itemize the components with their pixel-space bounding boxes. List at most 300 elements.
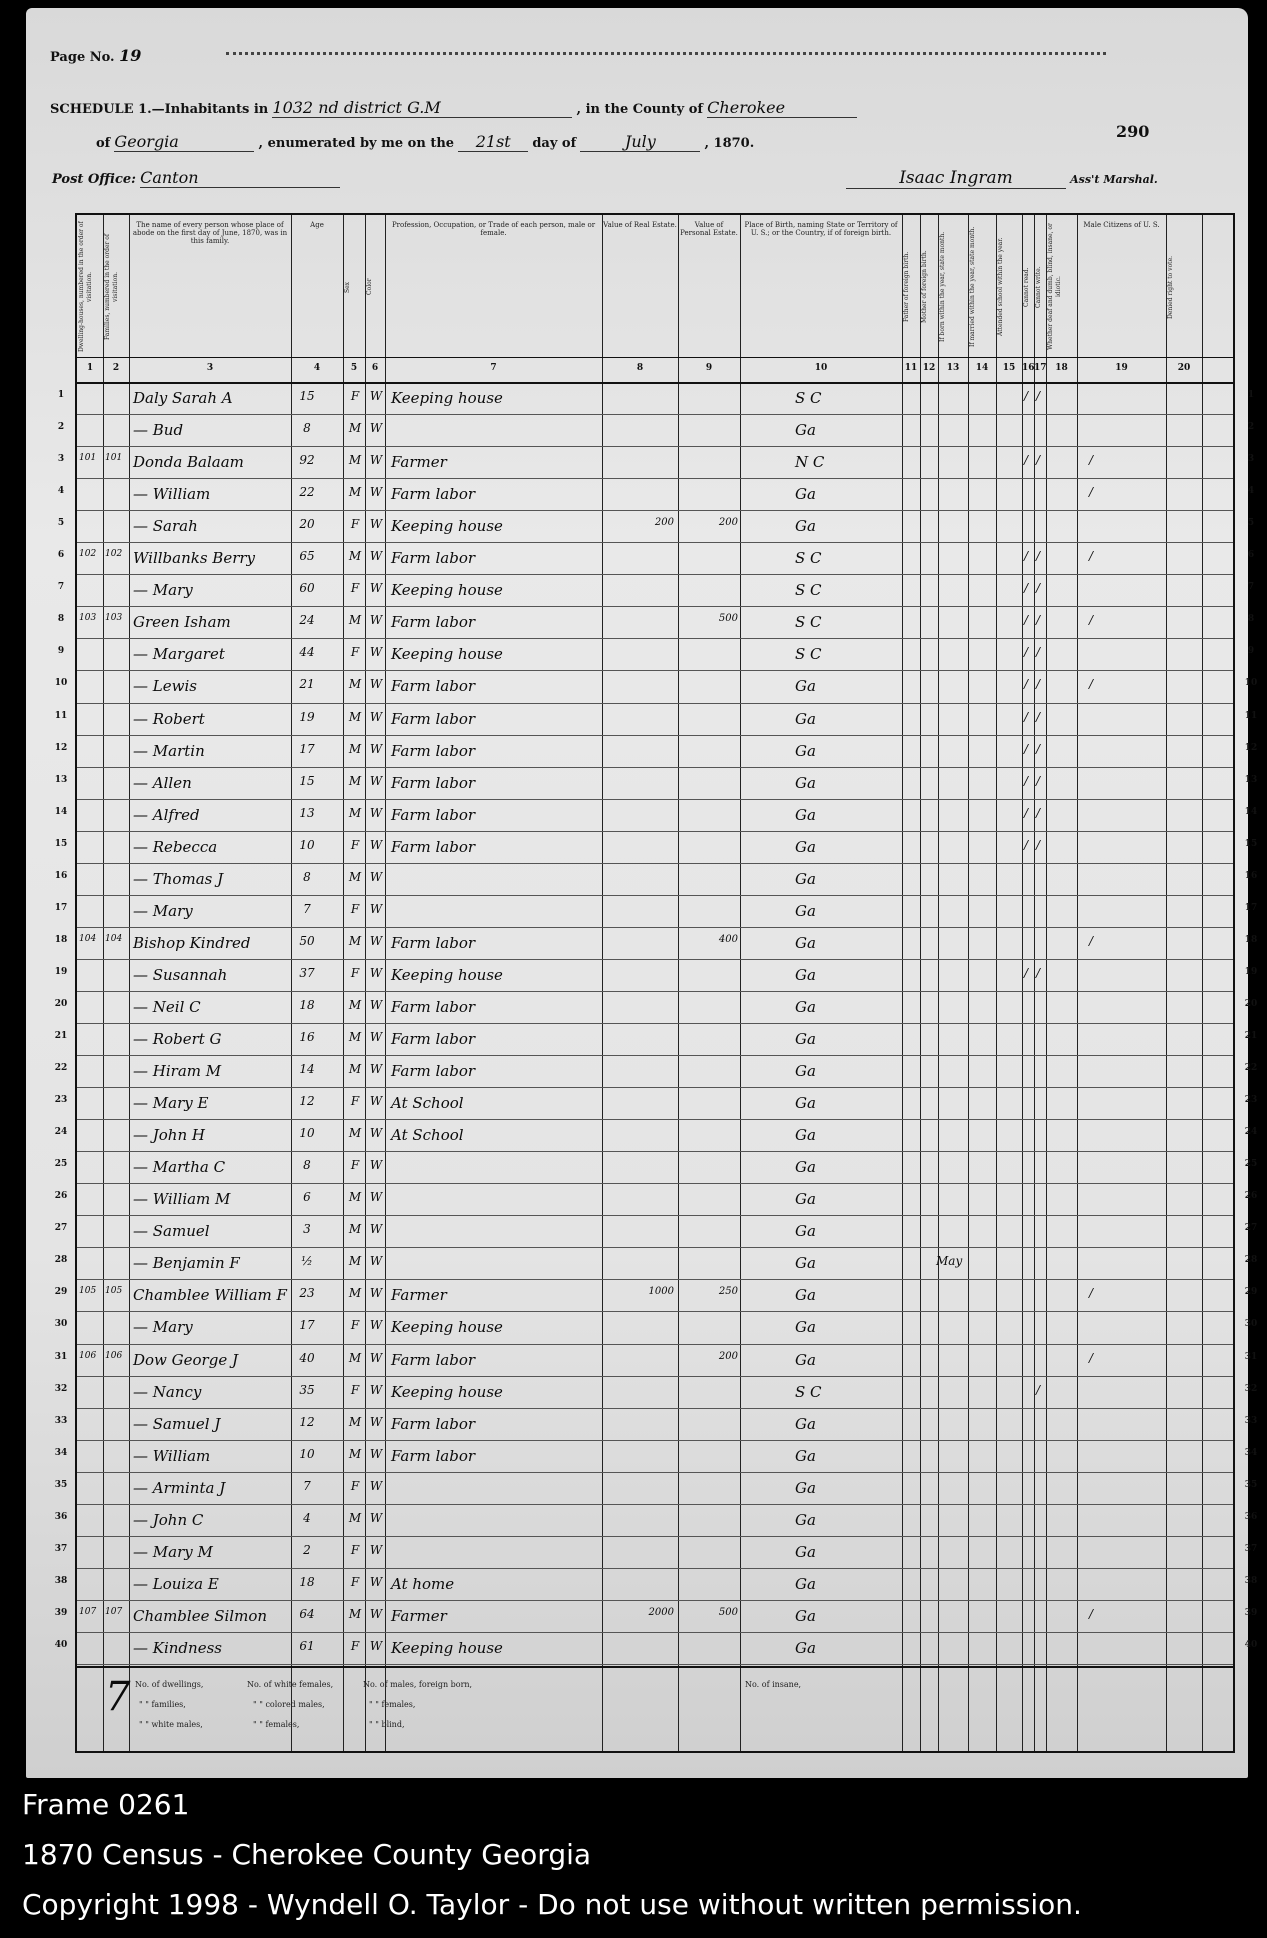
- personal-estate-value: 400: [718, 933, 738, 945]
- place-of-birth: S C: [795, 645, 822, 664]
- row-number-right: 24: [1244, 1127, 1258, 1138]
- age: 23: [299, 1286, 315, 1301]
- column-number: 1: [86, 363, 94, 373]
- occupation: Farm labor: [391, 485, 476, 504]
- row-divider: [77, 1151, 1233, 1152]
- occupation: At home: [391, 1574, 455, 1593]
- column-number: 19: [1115, 363, 1128, 373]
- row-number-right: 6: [1247, 550, 1255, 561]
- color: W: [369, 1446, 383, 1461]
- place-of-birth: Ga: [795, 837, 816, 856]
- place-of-birth: Ga: [795, 709, 816, 728]
- person-name: — Mary E: [133, 1094, 209, 1113]
- column-number: 10: [814, 363, 828, 373]
- row-number-right: 21: [1244, 1031, 1258, 1041]
- column-header: Value of Personal Estate.: [680, 221, 738, 237]
- place-of-birth: Ga: [795, 933, 816, 952]
- row-number-right: 1: [1247, 390, 1255, 400]
- post-office-line: [52, 168, 340, 188]
- color: W: [369, 485, 383, 500]
- age: ½: [301, 1254, 313, 1269]
- place-of-birth: Ga: [795, 677, 816, 696]
- person-name: — Arminta J: [133, 1478, 226, 1497]
- row-number-right: 33: [1244, 1415, 1258, 1426]
- place-of-birth: Ga: [795, 1350, 816, 1369]
- sex: M: [348, 1350, 362, 1365]
- color: W: [369, 805, 383, 820]
- row-divider: [77, 959, 1233, 960]
- row-number-left: 10: [54, 678, 68, 689]
- color: W: [369, 1606, 383, 1621]
- row-number-left: 34: [54, 1447, 68, 1458]
- place-of-birth: S C: [795, 613, 822, 632]
- dwelling-number: 104: [79, 933, 97, 944]
- occupation: Farm labor: [391, 613, 476, 632]
- row-number-left: 13: [54, 774, 68, 785]
- census-table: [54, 213, 1258, 1753]
- totals-insane-label: No. of insane,: [745, 1680, 802, 1689]
- column-number: 16: [1022, 363, 1035, 373]
- color: W: [369, 1318, 383, 1333]
- row-number-left: 18: [54, 934, 68, 945]
- sex: M: [348, 933, 362, 948]
- row-divider: [77, 574, 1233, 575]
- year-label: , 1870.: [704, 136, 755, 151]
- age: 21: [299, 677, 315, 692]
- person-name: — Kindness: [133, 1638, 222, 1657]
- real-estate-value: 2000: [648, 1606, 674, 1618]
- occupation: Keeping house: [391, 1638, 503, 1657]
- age: 20: [299, 517, 315, 532]
- column-header: Sex: [344, 281, 351, 293]
- age: 4: [303, 1510, 311, 1525]
- cannot-read: /: [1024, 677, 1029, 692]
- row-number-right: 4: [1247, 486, 1255, 497]
- occupation: At School: [391, 1094, 464, 1113]
- person-name: — Nancy: [133, 1382, 202, 1401]
- occupation: Farmer: [391, 1606, 447, 1625]
- row-number-left: 36: [54, 1511, 68, 1522]
- age: 19: [299, 709, 315, 724]
- row-number-left: 9: [57, 646, 65, 657]
- row-number-left: 38: [54, 1575, 68, 1586]
- male-citizen: /: [1089, 485, 1094, 500]
- place-of-birth: Ga: [795, 1286, 816, 1305]
- person-name: — Allen: [133, 773, 192, 792]
- age: 8: [303, 421, 311, 436]
- color: W: [369, 741, 383, 756]
- person-name: — Martin: [133, 741, 205, 760]
- cannot-write: /: [1036, 453, 1041, 468]
- age: 24: [299, 613, 315, 628]
- row-divider: [77, 1311, 1233, 1312]
- age: 8: [303, 1158, 311, 1173]
- color: W: [369, 1350, 383, 1365]
- row-number-right: 35: [1244, 1479, 1258, 1490]
- person-name: — Thomas J: [133, 869, 224, 888]
- cannot-write: /: [1036, 741, 1041, 756]
- color: W: [369, 453, 383, 468]
- census-sheet: [26, 8, 1258, 1778]
- sex: M: [348, 773, 362, 788]
- cannot-read: /: [1024, 581, 1029, 596]
- person-name: — John C: [133, 1510, 204, 1529]
- sex: M: [348, 1606, 362, 1621]
- row-number-left: 30: [54, 1319, 68, 1330]
- row-divider: [77, 767, 1233, 768]
- person-name: — Lewis: [133, 677, 197, 696]
- sex: F: [350, 837, 360, 852]
- age: 8: [303, 869, 311, 884]
- place-of-birth: Ga: [795, 1094, 816, 1113]
- color: W: [369, 1126, 383, 1141]
- column-header: Dwelling-houses, numbered in the order of visitation.: [78, 221, 93, 353]
- row-number-left: 25: [54, 1159, 68, 1170]
- column-number: 5: [350, 363, 358, 373]
- occupation: Farm labor: [391, 709, 476, 728]
- row-number-left: 20: [54, 998, 68, 1009]
- occupation: Farm labor: [391, 1350, 476, 1369]
- enumerated-label: , enumerated by me on the: [258, 136, 455, 151]
- place-of-birth: Ga: [795, 1190, 816, 1209]
- place-of-birth: Ga: [795, 1574, 816, 1593]
- color: W: [369, 869, 383, 884]
- place-of-birth: Ga: [795, 1030, 816, 1048]
- color: W: [369, 1414, 383, 1429]
- sex: M: [348, 1030, 362, 1044]
- male-citizen: /: [1089, 933, 1094, 948]
- row-divider: [77, 991, 1233, 992]
- sex: F: [350, 1638, 360, 1653]
- age: 18: [299, 997, 315, 1012]
- cannot-write: /: [1036, 389, 1041, 403]
- color: W: [369, 1094, 383, 1109]
- row-divider: [77, 1376, 1233, 1377]
- personal-estate-value: 500: [718, 1606, 738, 1618]
- sex: F: [350, 1574, 360, 1589]
- county-value: Cherokee: [707, 98, 857, 118]
- family-number: 105: [105, 1286, 123, 1297]
- sex: F: [350, 965, 360, 980]
- row-divider: [77, 1119, 1233, 1120]
- row-number-left: 31: [54, 1351, 68, 1362]
- row-number-right: 2: [1247, 422, 1255, 433]
- row-number-right: 22: [1244, 1063, 1258, 1074]
- row-number-right: 13: [1244, 774, 1258, 785]
- row-divider: [77, 1055, 1233, 1056]
- cannot-read: /: [1024, 549, 1029, 564]
- place-of-birth: Ga: [795, 1606, 816, 1625]
- age: 7: [303, 1478, 311, 1493]
- color: W: [369, 965, 383, 980]
- cannot-write: /: [1036, 613, 1041, 628]
- row-number-right: 18: [1244, 934, 1258, 945]
- row-number-right: 7: [1247, 582, 1255, 593]
- real-estate-value: 1000: [648, 1286, 674, 1298]
- color: W: [369, 933, 383, 948]
- state-label: of: [96, 136, 111, 151]
- row-divider: [77, 414, 1233, 415]
- person-name: — John H: [133, 1126, 205, 1145]
- cannot-read: /: [1024, 453, 1029, 468]
- color: W: [369, 677, 383, 692]
- age: 35: [299, 1382, 315, 1397]
- column-header: Cannot write.: [1035, 266, 1042, 308]
- page-number: [50, 46, 141, 65]
- cannot-read: /: [1024, 741, 1029, 756]
- row-number-left: 33: [54, 1415, 68, 1426]
- totals-females-label: " " females,: [253, 1720, 300, 1729]
- person-name: Bishop Kindred: [133, 933, 251, 952]
- row-divider: [77, 1344, 1233, 1345]
- cannot-write: /: [1036, 1382, 1041, 1397]
- place-of-birth: Ga: [795, 1414, 816, 1433]
- district-value: 1032 nd district G.M: [272, 98, 572, 118]
- column-number: 13: [946, 363, 960, 373]
- column-number: 6: [371, 363, 379, 373]
- sex: M: [348, 677, 362, 692]
- age: 15: [299, 389, 315, 403]
- sex: M: [348, 1446, 362, 1461]
- occupation: Farmer: [391, 1286, 447, 1305]
- row-number-left: 32: [54, 1383, 68, 1394]
- sex: F: [350, 1542, 360, 1557]
- age: 7: [303, 901, 311, 916]
- totals-colored-males-label: " " colored males,: [253, 1700, 325, 1709]
- age: 13: [299, 805, 315, 820]
- occupation: Keeping house: [391, 1318, 503, 1337]
- dwelling-number: 101: [79, 453, 97, 464]
- row-number-right: 12: [1244, 742, 1258, 753]
- colnum-divider: [77, 382, 1233, 384]
- row-divider: [77, 606, 1233, 607]
- totals-divider: [77, 1666, 1233, 1668]
- occupation: Keeping house: [391, 389, 503, 407]
- row-divider: [77, 510, 1233, 511]
- row-divider: [77, 1023, 1233, 1024]
- age: 6: [303, 1190, 311, 1205]
- column-header: If married within the year, state month.: [969, 226, 976, 348]
- occupation: At School: [391, 1126, 464, 1145]
- male-citizen: /: [1089, 549, 1094, 564]
- column-header: Profession, Occupation, or Trade of each person, male or female.: [391, 221, 596, 237]
- row-number-right: 19: [1244, 966, 1258, 977]
- person-name: — Margaret: [133, 645, 225, 664]
- column-number: 11: [904, 363, 918, 373]
- age: 50: [299, 933, 315, 948]
- person-name: — Samuel J: [133, 1414, 221, 1433]
- person-name: — Hiram M: [133, 1062, 222, 1081]
- row-number-right: 26: [1244, 1191, 1258, 1202]
- column-number: 8: [636, 363, 644, 373]
- occupation: Farm labor: [391, 997, 476, 1016]
- sex: M: [348, 1222, 362, 1237]
- dwelling-number: 105: [79, 1286, 97, 1297]
- place-of-birth: Ga: [795, 869, 816, 888]
- personal-estate-value: 500: [718, 613, 738, 625]
- sex: M: [348, 741, 362, 756]
- place-of-birth: S C: [795, 389, 822, 407]
- column-header: Cannot read.: [1023, 267, 1030, 307]
- footer-copyright: Copyright 1998 - Wyndell O. Taylor - Do not use without written permission.: [22, 1888, 1082, 1921]
- row-number-right: 3: [1247, 454, 1255, 465]
- sex: F: [350, 1158, 360, 1173]
- age: 10: [299, 1446, 315, 1461]
- row-divider: [77, 1215, 1233, 1216]
- place-of-birth: Ga: [795, 1062, 816, 1081]
- row-divider: [77, 1247, 1233, 1248]
- occupation: Farm labor: [391, 1446, 476, 1465]
- color: W: [369, 1478, 383, 1493]
- color: W: [369, 1574, 383, 1589]
- enumeration-line: [96, 132, 754, 152]
- dwelling-number: 102: [79, 549, 97, 560]
- person-name: — Alfred: [133, 805, 200, 824]
- row-divider: [77, 927, 1233, 928]
- family-number: 104: [105, 933, 123, 944]
- row-number-right: 29: [1244, 1287, 1258, 1298]
- sex: F: [350, 1094, 360, 1109]
- post-office-label: Post Office:: [52, 172, 136, 187]
- row-number-left: 35: [54, 1479, 68, 1490]
- row-number-right: 9: [1247, 646, 1255, 657]
- row-divider: [77, 1408, 1233, 1409]
- sex: M: [348, 997, 362, 1012]
- county-label: , in the County of: [576, 102, 704, 117]
- column-header: Age: [310, 221, 324, 229]
- cannot-read: /: [1024, 773, 1029, 788]
- row-number-left: 26: [54, 1191, 68, 1202]
- color: W: [369, 517, 383, 532]
- row-divider: [77, 863, 1233, 864]
- person-name: — Sarah: [133, 517, 198, 536]
- color: W: [369, 645, 383, 660]
- row-number-left: 7: [57, 582, 65, 593]
- person-name: Dow George J: [133, 1350, 238, 1369]
- row-number-left: 24: [54, 1127, 68, 1138]
- column-number: 18: [1055, 363, 1068, 373]
- cannot-write: /: [1036, 773, 1041, 788]
- sex: M: [348, 1062, 362, 1077]
- color: W: [369, 1254, 383, 1269]
- row-number-right: 32: [1244, 1383, 1258, 1394]
- color: W: [369, 1638, 383, 1653]
- place-of-birth: Ga: [795, 1638, 816, 1657]
- row-number-left: 15: [54, 838, 68, 849]
- occupation: Keeping house: [391, 645, 503, 664]
- cannot-read: /: [1024, 645, 1029, 660]
- person-name: — Martha C: [133, 1158, 226, 1177]
- occupation: Farmer: [391, 453, 447, 472]
- row-number-right: 39: [1244, 1607, 1258, 1618]
- color: W: [369, 901, 383, 916]
- person-name: — Neil C: [133, 997, 201, 1016]
- row-number-right: 37: [1244, 1543, 1258, 1554]
- sex: F: [350, 389, 360, 403]
- sex: M: [348, 613, 362, 628]
- cannot-write: /: [1036, 645, 1041, 660]
- row-number-left: 22: [54, 1063, 68, 1074]
- age: 61: [299, 1638, 315, 1653]
- row-number-left: 8: [57, 614, 65, 625]
- schedule-line: [50, 98, 857, 118]
- person-name: Green Isham: [133, 613, 231, 632]
- cannot-read: /: [1024, 805, 1029, 820]
- sex: F: [350, 645, 360, 660]
- age: 12: [299, 1094, 315, 1109]
- age: 14: [299, 1062, 315, 1077]
- column-number: 3: [206, 363, 214, 373]
- header-instructions-rule: [226, 52, 1106, 61]
- age: 44: [299, 645, 315, 660]
- row-divider: [77, 1536, 1233, 1537]
- row-divider: [77, 446, 1233, 447]
- occupation: Farm labor: [391, 1030, 476, 1048]
- person-name: — Mary M: [133, 1542, 213, 1561]
- row-number-left: 6: [57, 550, 65, 561]
- row-number-left: 14: [54, 806, 68, 817]
- row-number-left: 19: [54, 966, 68, 977]
- row-divider: [77, 670, 1233, 671]
- row-divider: [77, 1504, 1233, 1505]
- place-of-birth: Ga: [795, 421, 816, 440]
- row-divider: [77, 542, 1233, 543]
- person-name: — Benjamin F: [133, 1254, 240, 1273]
- row-number-left: 2: [57, 422, 65, 433]
- totals-males-foreign-label: No. of males, foreign born,: [363, 1680, 473, 1689]
- column-number: 12: [922, 363, 936, 373]
- color: W: [369, 613, 383, 628]
- age: 10: [299, 1126, 315, 1141]
- footer-frame: Frame 0261: [22, 1788, 190, 1821]
- header-divider: [77, 357, 1233, 358]
- family-number: 107: [105, 1606, 123, 1617]
- post-office-value: Canton: [140, 168, 340, 188]
- occupation: Farm labor: [391, 773, 476, 792]
- person-name: — Mary: [133, 1318, 193, 1337]
- row-number-right: 20: [1244, 998, 1258, 1009]
- sex: F: [350, 517, 360, 532]
- month-value: July: [580, 132, 700, 152]
- age: 17: [299, 1318, 315, 1333]
- age: 15: [299, 773, 315, 788]
- sex: M: [348, 805, 362, 820]
- row-number-left: 3: [57, 454, 65, 465]
- row-number-left: 28: [54, 1255, 68, 1266]
- cannot-write: /: [1036, 837, 1041, 852]
- male-citizen: /: [1089, 1350, 1094, 1365]
- row-divider: [77, 1600, 1233, 1601]
- row-divider: [77, 1440, 1233, 1441]
- row-number-right: 8: [1247, 614, 1255, 625]
- color: W: [369, 1222, 383, 1237]
- color: W: [369, 1190, 383, 1205]
- totals-white-females-label: No. of white females,: [247, 1680, 334, 1689]
- occupation: Farm labor: [391, 549, 476, 568]
- row-number-left: 17: [54, 902, 68, 913]
- place-of-birth: Ga: [795, 1158, 816, 1177]
- occupation: Keeping house: [391, 517, 503, 536]
- sex: M: [348, 453, 362, 468]
- row-divider: [77, 895, 1233, 896]
- row-divider: [77, 831, 1233, 832]
- sex: M: [348, 485, 362, 500]
- row-number-right: 31: [1244, 1351, 1258, 1362]
- row-number-right: 27: [1244, 1223, 1258, 1234]
- totals-dwellings-label: No. of dwellings,: [135, 1680, 204, 1689]
- dwelling-number: 103: [79, 613, 97, 624]
- occupation: Farm labor: [391, 1062, 476, 1081]
